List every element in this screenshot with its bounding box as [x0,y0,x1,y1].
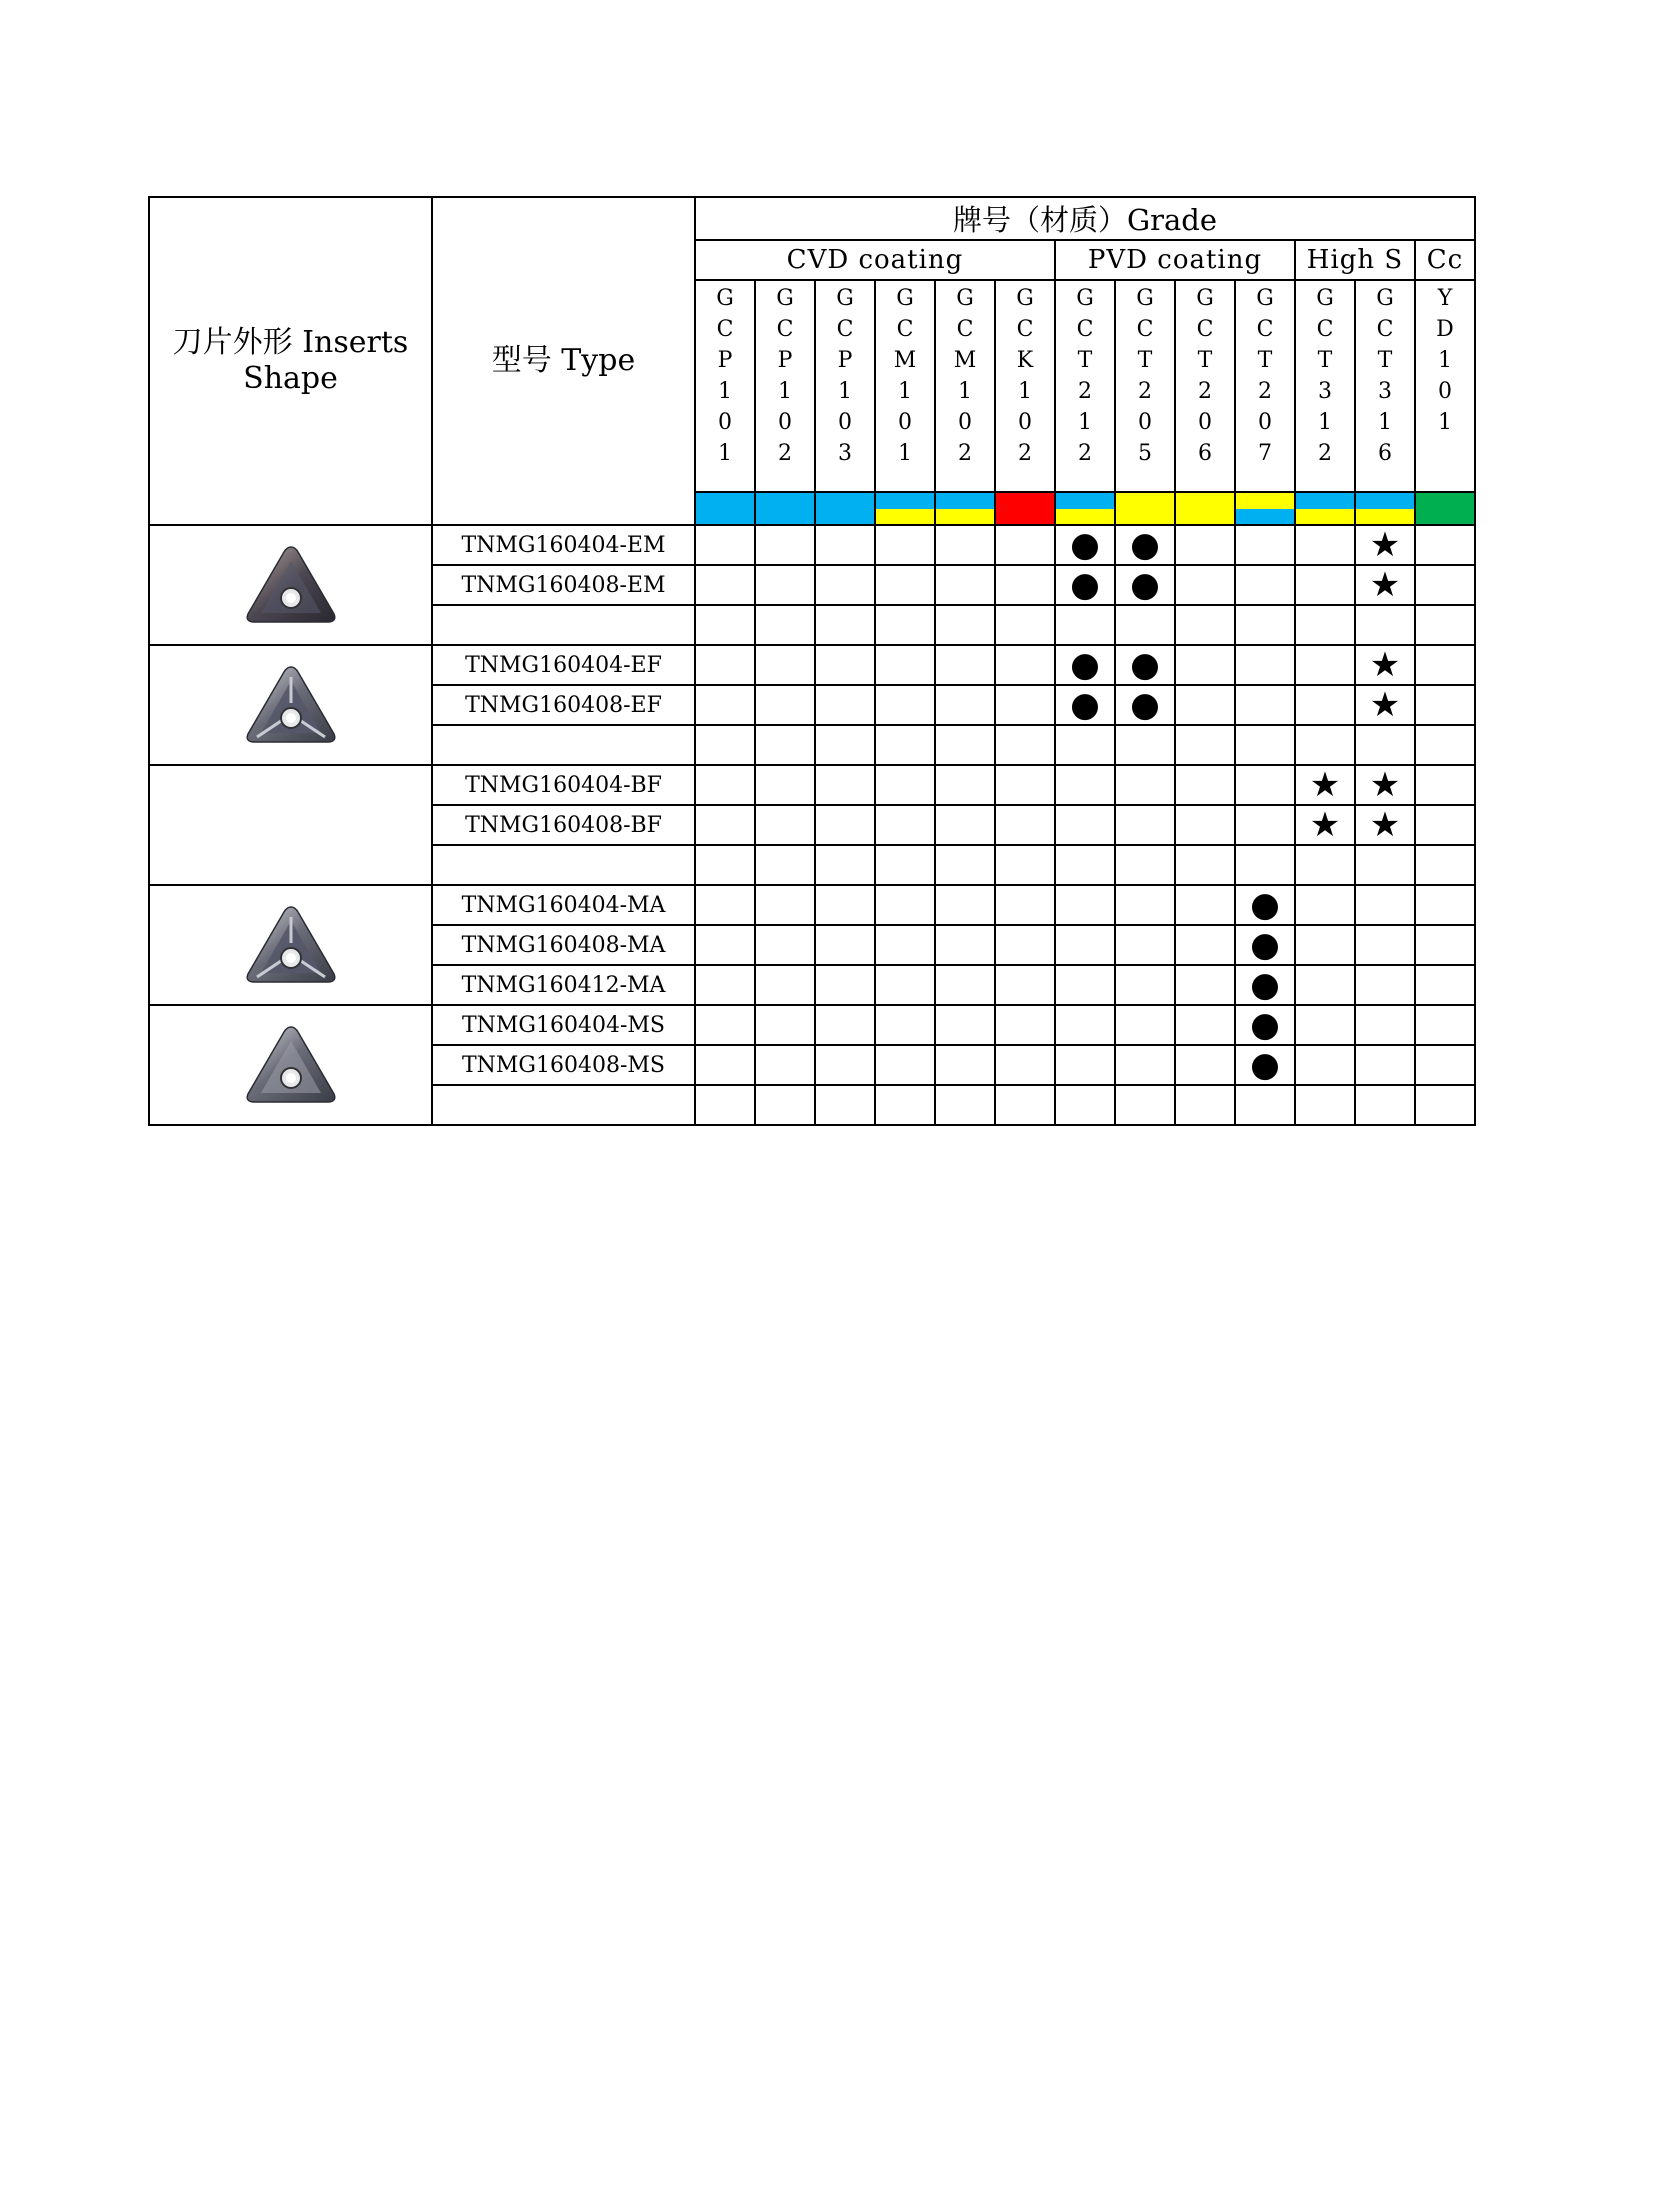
grade-mark-cell [1415,765,1475,805]
grade-mark-cell [1175,525,1235,565]
insert-type [432,845,695,885]
grade-code: G C P 1 0 2 [755,280,815,492]
grade-mark-cell [1415,885,1475,925]
grade-mark-cell [1175,1005,1235,1045]
grade-mark-cell [935,805,995,845]
grade-selection-table [148,196,1476,1126]
grade-mark-cell [1235,805,1295,845]
grade-code: Y D 1 0 1 [1415,280,1475,492]
grade-mark-cell [755,725,815,765]
grade-mark-cell [1355,885,1415,925]
grade-mark-cell [1175,765,1235,805]
grade-mark-cell [695,885,755,925]
recommended-dot-icon: ● [1115,645,1175,685]
grade-color-bar [935,492,995,525]
grade-mark-cell [995,1085,1055,1125]
table-row [149,525,1475,565]
insert-shape-cell [149,1005,432,1125]
grade-mark-cell [815,845,875,885]
grade-mark-cell [875,565,935,605]
grade-mark-cell [935,645,995,685]
grade-mark-cell [695,605,755,645]
insert-type [432,1085,695,1125]
insert-type: TNMG160404-BF [432,765,695,805]
coating-group-label: CVD coating [695,240,1055,280]
grade-mark-cell [1115,925,1175,965]
grade-mark-cell [755,605,815,645]
grade-mark-cell [755,885,815,925]
grade-mark-cell [875,1045,935,1085]
grade-mark-cell [1295,725,1355,765]
grade-color-bar [1115,492,1175,525]
grade-mark-cell [1235,1085,1295,1125]
grade-mark-cell [935,565,995,605]
grade-mark-cell [1415,565,1475,605]
grade-mark-cell [695,805,755,845]
grade-mark-cell [1115,1085,1175,1125]
grade-mark-cell [1175,605,1235,645]
insert-type: TNMG160408-EF [432,685,695,725]
grade-mark-cell [1175,805,1235,845]
grade-mark-cell [875,765,935,805]
grade-mark-cell [1415,725,1475,765]
grade-mark-cell [875,965,935,1005]
grade-mark-cell [1355,1085,1415,1125]
grade-color-bar [875,492,935,525]
grade-mark-cell [1235,565,1295,605]
optional-star-icon: ★ [1355,525,1415,565]
table-row [149,885,1475,925]
grade-mark-cell [995,845,1055,885]
grade-mark-cell [1055,765,1115,805]
grade-mark-cell [815,1085,875,1125]
grade-mark-cell [875,885,935,925]
grade-mark-cell [1415,805,1475,845]
grade-mark-cell [935,965,995,1005]
grade-color-bar [1415,492,1475,525]
grade-mark-cell [1175,885,1235,925]
grade-color-bar [1235,492,1295,525]
grade-mark-cell [1115,805,1175,845]
grade-mark-cell [1115,965,1175,1005]
grade-mark-cell [875,725,935,765]
grade-color-bar [695,492,755,525]
grade-mark-cell [755,765,815,805]
optional-star-icon: ★ [1295,765,1355,805]
grade-mark-cell [1295,525,1355,565]
grade-mark-cell [1355,605,1415,645]
grade-mark-cell [935,685,995,725]
recommended-dot-icon: ● [1055,685,1115,725]
optional-star-icon: ★ [1355,765,1415,805]
insert-shape-cell [149,645,432,765]
grade-mark-cell [815,885,875,925]
grade-mark-cell [935,725,995,765]
grade-mark-cell [935,925,995,965]
grade-mark-cell [935,605,995,645]
coating-group-label: High S [1295,240,1415,280]
recommended-dot-icon: ● [1235,885,1295,925]
grade-mark-cell [935,525,995,565]
grade-mark-cell [875,525,935,565]
grade-mark-cell [1415,1045,1475,1085]
grade-mark-cell [815,1045,875,1085]
grade-code: G C T 3 1 2 [1295,280,1355,492]
insert-type: TNMG160408-MS [432,1045,695,1085]
grade-mark-cell [1415,525,1475,565]
grade-mark-cell [1115,605,1175,645]
grade-mark-cell [995,685,1055,725]
grade-mark-cell [1295,1085,1355,1125]
grade-mark-cell [935,885,995,925]
insert-type: TNMG160408-BF [432,805,695,845]
grade-mark-cell [695,685,755,725]
optional-star-icon: ★ [1355,805,1415,845]
grade-mark-cell [1355,1005,1415,1045]
insert-type: TNMG160412-MA [432,965,695,1005]
grade-mark-cell [1175,925,1235,965]
grade-mark-cell [1235,645,1295,685]
grade-color-bar [995,492,1055,525]
grade-mark-cell [755,845,815,885]
grade-mark-cell [815,1005,875,1045]
table-row [149,645,1475,685]
insert-type: TNMG160404-EF [432,645,695,685]
grade-mark-cell [1115,725,1175,765]
grade-color-bar [1355,492,1415,525]
grade-code: G C M 1 0 2 [935,280,995,492]
recommended-dot-icon: ● [1055,525,1115,565]
grade-mark-cell [875,845,935,885]
recommended-dot-icon: ● [1115,685,1175,725]
insert-type [432,725,695,765]
grade-color-bar [1055,492,1115,525]
grade-mark-cell [995,965,1055,1005]
grade-mark-cell [1115,885,1175,925]
grade-code: G C T 2 1 2 [1055,280,1115,492]
grade-mark-cell [1055,1085,1115,1125]
grade-mark-cell [1175,965,1235,1005]
grade-mark-cell [995,1005,1055,1045]
grade-mark-cell [875,685,935,725]
insert-type: TNMG160404-MS [432,1005,695,1045]
grade-code: G C T 3 1 6 [1355,280,1415,492]
grade-mark-cell [815,525,875,565]
grade-color-bar [755,492,815,525]
grade-mark-cell [1415,605,1475,645]
grade-mark-cell [1175,1045,1235,1085]
insert-type: TNMG160408-EM [432,565,695,605]
grade-mark-cell [995,1045,1055,1085]
grade-mark-cell [755,525,815,565]
insert-shape-cell [149,525,432,645]
table-row [149,1005,1475,1045]
optional-star-icon: ★ [1295,805,1355,845]
grade-mark-cell [935,1045,995,1085]
grade-mark-cell [695,645,755,685]
grade-mark-cell [1295,605,1355,645]
tnmg-em-insert [243,543,339,627]
grade-mark-cell [1235,605,1295,645]
grade-mark-cell [755,565,815,605]
grade-mark-cell [875,925,935,965]
grade-mark-cell [1295,645,1355,685]
grade-mark-cell [1355,1045,1415,1085]
grade-color-bar [1295,492,1355,525]
grade-code: G C K 1 0 2 [995,280,1055,492]
recommended-dot-icon: ● [1235,1005,1295,1045]
grade-mark-cell [1295,685,1355,725]
grade-mark-cell [815,805,875,845]
grade-mark-cell [1415,1085,1475,1125]
grade-mark-cell [1415,1005,1475,1045]
grade-mark-cell [755,1045,815,1085]
grade-mark-cell [995,605,1055,645]
grade-mark-cell [1235,685,1295,725]
grade-mark-cell [1055,725,1115,765]
grade-mark-cell [1055,805,1115,845]
grade-mark-cell [935,1085,995,1125]
grade-mark-cell [815,765,875,805]
grade-color-bar [1175,492,1235,525]
tnmg-ma-insert [243,903,339,987]
grade-mark-cell [1295,565,1355,605]
grade-mark-cell [935,765,995,805]
grade-mark-cell [1115,1045,1175,1085]
grade-mark-cell [995,725,1055,765]
grade-mark-cell [1055,885,1115,925]
grade-mark-cell [1295,925,1355,965]
grade-mark-cell [1175,685,1235,725]
grade-header: 牌号（材质）Grade [695,197,1475,240]
grade-code: G C P 1 0 1 [695,280,755,492]
grade-mark-cell [695,1005,755,1045]
grade-mark-cell [1235,725,1295,765]
grade-color-bar [815,492,875,525]
grade-mark-cell [1295,1005,1355,1045]
grade-mark-cell [995,925,1055,965]
grade-mark-cell [755,645,815,685]
grade-mark-cell [1295,1045,1355,1085]
grade-mark-cell [995,765,1055,805]
coating-group-label: Cc [1415,240,1475,280]
grade-mark-cell [1355,965,1415,1005]
grade-mark-cell [1175,1085,1235,1125]
grade-mark-cell [1355,725,1415,765]
grade-mark-cell [1115,765,1175,805]
grade-code: G C T 2 0 7 [1235,280,1295,492]
grade-mark-cell [1295,885,1355,925]
grade-mark-cell [695,965,755,1005]
grade-mark-cell [815,565,875,605]
grade-mark-cell [1415,685,1475,725]
recommended-dot-icon: ● [1055,645,1115,685]
grade-mark-cell [1055,965,1115,1005]
grade-mark-cell [1235,845,1295,885]
grade-mark-cell [815,605,875,645]
grade-mark-cell [695,925,755,965]
coating-group-label: PVD coating [1055,240,1295,280]
optional-star-icon: ★ [1355,685,1415,725]
grade-mark-cell [695,1045,755,1085]
grade-mark-cell [995,885,1055,925]
grade-code: G C T 2 0 5 [1115,280,1175,492]
insert-type: TNMG160404-MA [432,885,695,925]
grade-mark-cell [695,845,755,885]
grade-mark-cell [695,565,755,605]
grade-mark-cell [935,1005,995,1045]
type-header: 型号 Type [432,197,695,525]
grade-mark-cell [1055,1045,1115,1085]
grade-mark-cell [1415,925,1475,965]
grade-mark-cell [815,725,875,765]
recommended-dot-icon: ● [1115,565,1175,605]
insert-type: TNMG160408-MA [432,925,695,965]
grade-mark-cell [1295,845,1355,885]
tnmg-ms-insert [243,1023,339,1107]
grade-mark-cell [755,1005,815,1045]
grade-mark-cell [1115,845,1175,885]
grade-mark-cell [755,925,815,965]
grade-mark-cell [1055,925,1115,965]
grade-mark-cell [1355,845,1415,885]
grade-mark-cell [1175,725,1235,765]
grade-mark-cell [875,805,935,845]
grade-mark-cell [1415,645,1475,685]
grade-mark-cell [875,1005,935,1045]
grade-mark-cell [755,685,815,725]
insert-type [432,605,695,645]
grade-mark-cell [875,1085,935,1125]
grade-mark-cell [1175,845,1235,885]
grade-code: G C T 2 0 6 [1175,280,1235,492]
grade-mark-cell [875,645,935,685]
inserts-shape-header: 刀片外形 Inserts Shape [149,197,432,525]
grade-code: G C P 1 0 3 [815,280,875,492]
grade-mark-cell [815,645,875,685]
table-row [149,765,1475,805]
grade-mark-cell [755,1085,815,1125]
grade-mark-cell [1235,765,1295,805]
grade-mark-cell [995,525,1055,565]
grade-mark-cell [1055,1005,1115,1045]
insert-shape-cell [149,885,432,1005]
grade-mark-cell [1415,965,1475,1005]
grade-mark-cell [995,805,1055,845]
grade-mark-cell [1055,845,1115,885]
grade-mark-cell [695,725,755,765]
insert-shape-cell [149,765,432,885]
grade-mark-cell [695,525,755,565]
recommended-dot-icon: ● [1055,565,1115,605]
grade-mark-cell [755,965,815,1005]
grade-mark-cell [1175,565,1235,605]
insert-type: TNMG160404-EM [432,525,695,565]
optional-star-icon: ★ [1355,645,1415,685]
grade-mark-cell [995,565,1055,605]
grade-mark-cell [1175,645,1235,685]
grade-mark-cell [875,605,935,645]
grade-mark-cell [815,965,875,1005]
grade-mark-cell [815,685,875,725]
grade-mark-cell [1115,1005,1175,1045]
grade-mark-cell [935,845,995,885]
recommended-dot-icon: ● [1235,925,1295,965]
recommended-dot-icon: ● [1235,965,1295,1005]
recommended-dot-icon: ● [1115,525,1175,565]
grade-mark-cell [995,645,1055,685]
grade-mark-cell [1055,605,1115,645]
grade-code: G C M 1 0 1 [875,280,935,492]
grade-mark-cell [695,1085,755,1125]
grade-mark-cell [755,805,815,845]
grade-mark-cell [1415,845,1475,885]
grade-mark-cell [1295,965,1355,1005]
tnmg-ef-insert [243,663,339,747]
optional-star-icon: ★ [1355,565,1415,605]
grade-mark-cell [815,925,875,965]
grade-mark-cell [695,765,755,805]
grade-mark-cell [1355,925,1415,965]
grade-mark-cell [1235,525,1295,565]
recommended-dot-icon: ● [1235,1045,1295,1085]
